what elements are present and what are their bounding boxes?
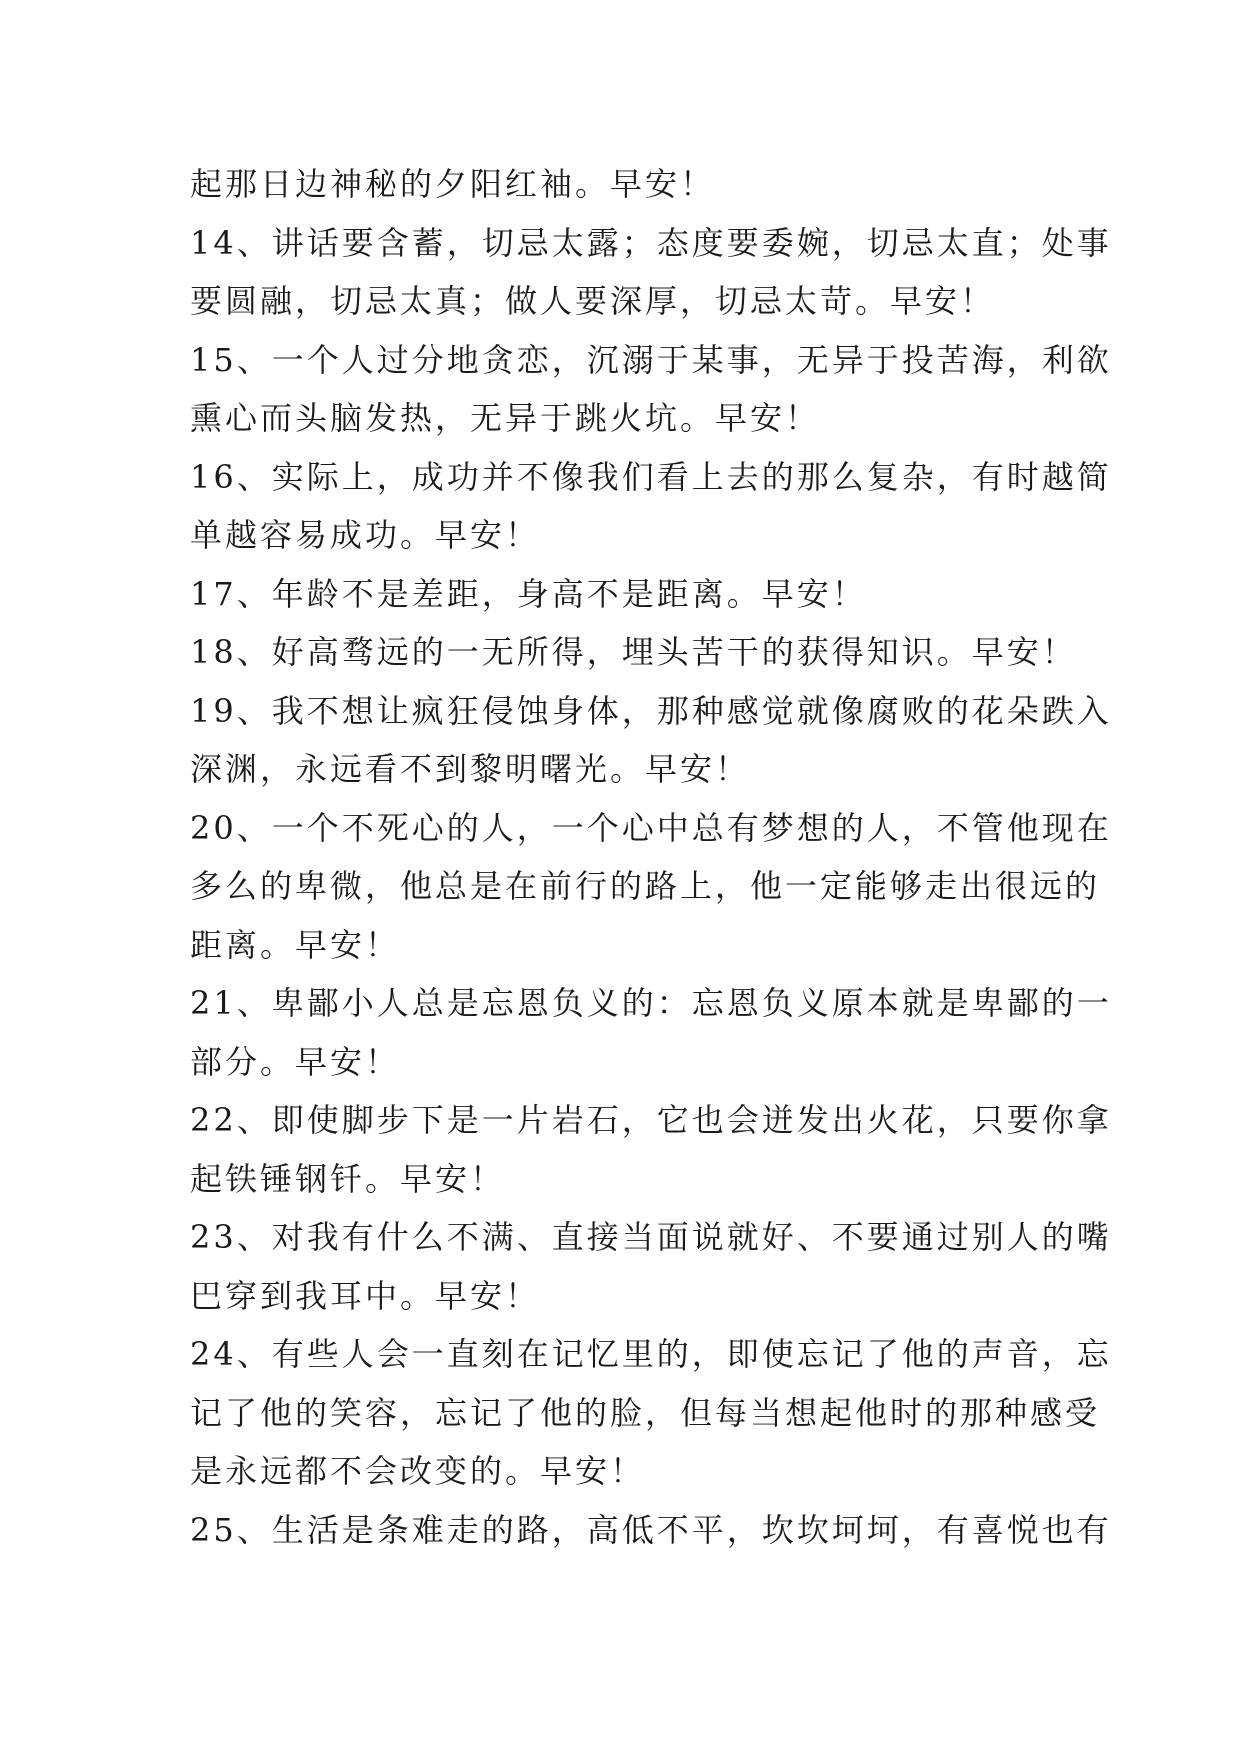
- text-line: 14、讲话要含蓄，切忌太露；态度要委婉，切忌太直；处事: [190, 223, 1112, 262]
- text-line: 25、生活是条难走的路，高低不平，坎坎坷坷，有喜悦也有: [190, 1510, 1112, 1549]
- text-line: 23、对我有什么不满、直接当面说就好、不要通过别人的嘴: [190, 1218, 1112, 1256]
- text-line: 15、一个人过分地贪恋，沉溺于某事，无异于投苦海，利欲: [190, 340, 1112, 379]
- text-line: 起铁锤钢钎。早安！: [190, 1159, 506, 1198]
- text-line: 深渊，永远看不到黎明曙光。早安！: [190, 750, 751, 788]
- text-line: 17、年龄不是差距，身高不是距离。早安！: [190, 574, 867, 613]
- text-line: 记了他的笑容，忘记了他的脸，但每当想起他时的那种感受: [190, 1393, 1101, 1432]
- document-body: [190, 155, 1112, 1559]
- text-line: 18、好高骛远的一无所得，埋头苦干的获得知识。早安！: [190, 633, 1077, 671]
- text-line: 巴穿到我耳中。早安！: [190, 1276, 541, 1315]
- text-line: 距离。早安！: [190, 925, 401, 964]
- text-line: 21、卑鄙小人总是忘恩负义的：忘恩负义原本就是卑鄙的一: [190, 984, 1112, 1022]
- text-line: 多么的卑微，他总是在前行的路上，他一定能够走出很远的: [190, 867, 1101, 905]
- text-line: 22、即使脚步下是一片岩石，它也会迸发出火花，只要你拿: [190, 1101, 1112, 1139]
- text-line: 20、一个不死心的人，一个心中总有梦想的人，不管他现在: [190, 808, 1112, 847]
- text-line: 16、实际上，成功并不像我们看上去的那么复杂，有时越简: [190, 457, 1112, 496]
- text-line: 24、有些人会一直刻在记忆里的，即使忘记了他的声音，忘: [190, 1335, 1112, 1373]
- text-line: 部分。早安！: [190, 1042, 401, 1081]
- text-line: 是永远都不会改变的。早安！: [190, 1452, 646, 1490]
- text-line: 起那日边神秘的夕阳红袖。早安！: [190, 165, 716, 203]
- text-line: 单越容易成功。早安！: [190, 516, 541, 554]
- text-line: 熏心而头脑发热，无异于跳火坑。早安！: [190, 399, 821, 437]
- text-line: 要圆融，切忌太真；做人要深厚，切忌太苛。早安！: [190, 282, 996, 320]
- text-line: 19、我不想让疯狂侵蚀身体，那种感觉就像腐败的花朵跌入: [190, 691, 1112, 730]
